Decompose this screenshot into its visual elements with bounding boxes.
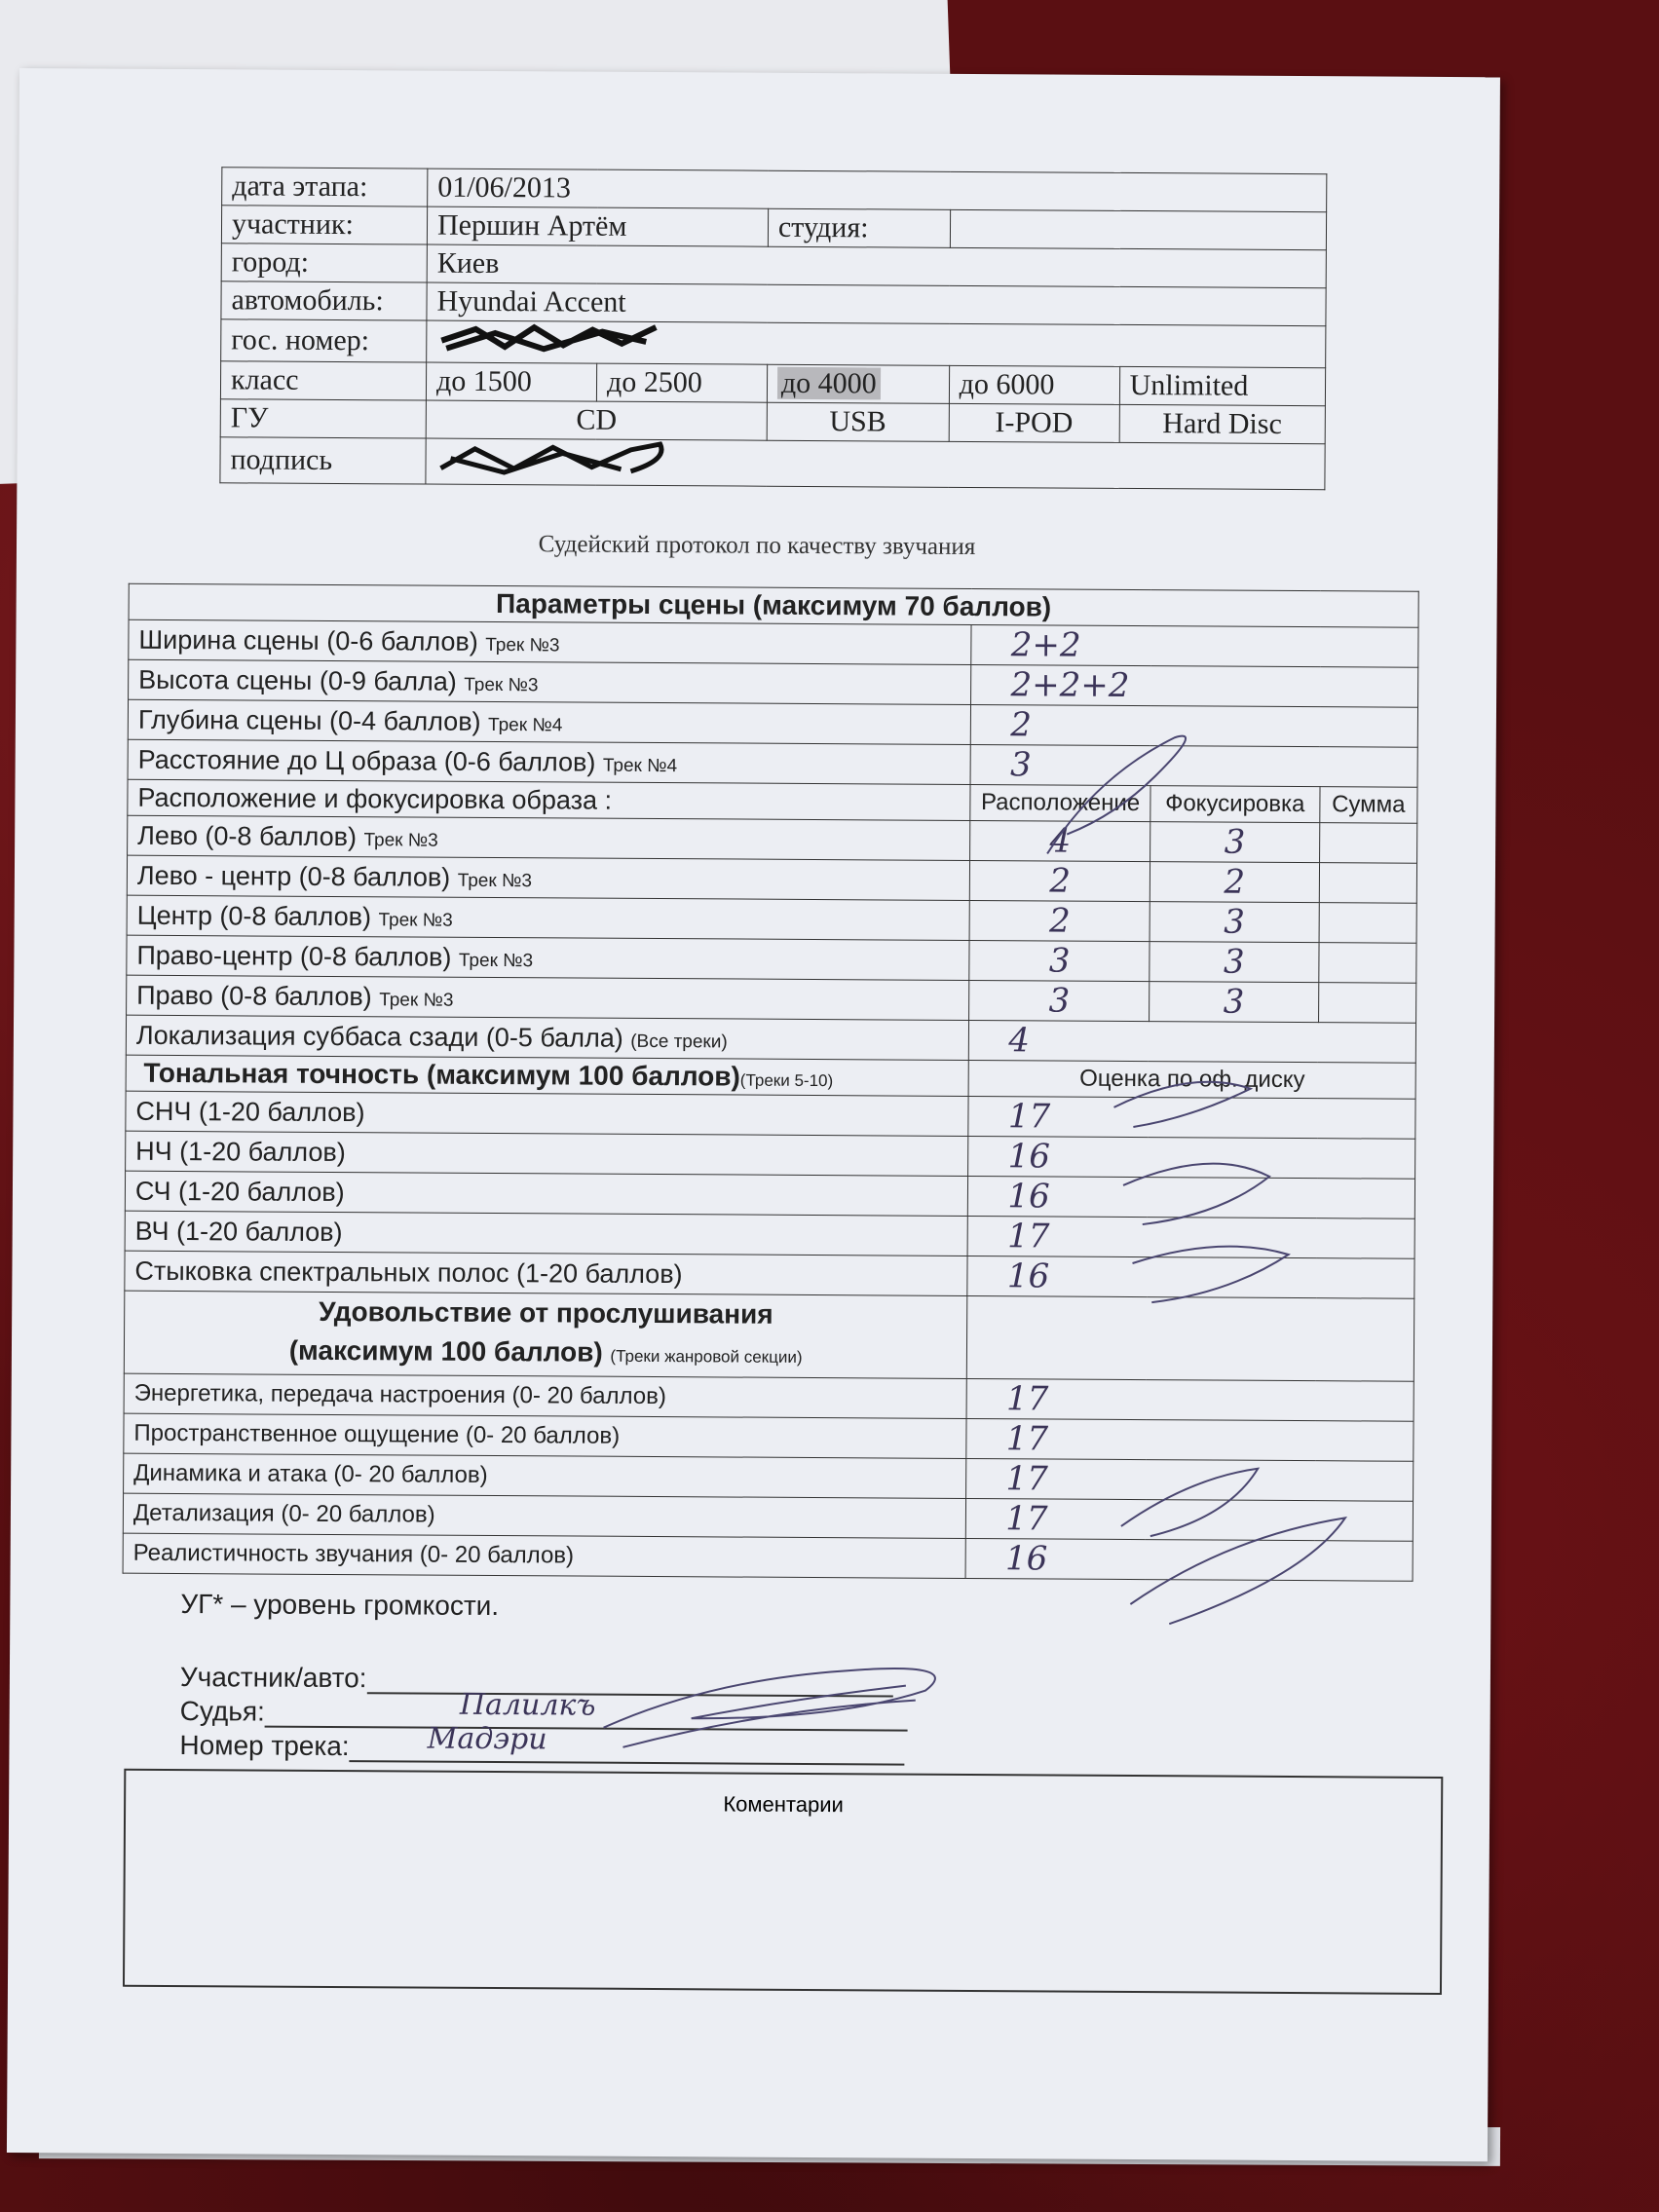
stage-row-label: Высота сцены (0-9 балла) Трек №3: [129, 659, 972, 704]
class-option-unlimited: Unlimited: [1119, 366, 1326, 405]
tonal-row-score: 17: [968, 1216, 1415, 1258]
comments-label: Коментарии: [723, 1791, 844, 1818]
placement-row-label: Право-центр (0-8 баллов) Трек №3: [127, 935, 970, 980]
enjoyment-row-label: Динамика и атака (0- 20 баллов): [124, 1453, 967, 1498]
stage-row-label: Глубина сцены (0-4 баллов) Трек №4: [128, 699, 971, 744]
stage-row-score: 2+2+2: [971, 664, 1418, 707]
class-option-1500: до 1500: [426, 362, 596, 401]
sum-score: [1319, 863, 1416, 904]
subbass-label: Локализация суббаса сзади (0-5 балла) (Все треки): [126, 1015, 969, 1060]
footnote: УГ* – уровень громкости.: [180, 1589, 500, 1622]
placement-row-label: Право (0-8 баллов) Трек №3: [127, 975, 970, 1020]
participant-label: участник:: [221, 206, 427, 244]
enjoyment-row-label: Детализация (0- 20 баллов): [123, 1493, 966, 1538]
col-placement: Расположение: [970, 784, 1150, 821]
focus-score: 3: [1150, 902, 1319, 943]
stage-row-label: Расстояние до Ц образа (0-6 баллов) Трек №4: [128, 739, 971, 784]
placement-score: 2: [970, 860, 1150, 901]
car-value: Hyundai Accent: [427, 282, 1326, 326]
plate-label: гос. номер:: [221, 319, 427, 362]
car-label: автомобиль:: [221, 281, 427, 320]
enjoyment-row-score: 16: [965, 1538, 1413, 1581]
studio-value: [950, 209, 1327, 249]
participant-row: [221, 206, 1326, 250]
stage-row-score: 2+2: [971, 624, 1418, 667]
focus-score: 3: [1150, 942, 1319, 983]
tonal-row-score: 16: [967, 1256, 1414, 1298]
judge-initials-scribble: [1111, 1458, 1365, 1645]
col-sum: Сумма: [1320, 787, 1417, 824]
date-row: [222, 168, 1327, 212]
enjoyment-row-score: 17: [966, 1418, 1414, 1461]
placement-label: Расположение и фокусировка образа :: [128, 779, 971, 820]
track-label: Номер трека:: [179, 1730, 350, 1762]
enjoyment-row-score: 17: [966, 1458, 1414, 1501]
sum-score: [1318, 983, 1415, 1024]
city-label: город:: [221, 244, 427, 282]
signature-row: [220, 437, 1325, 490]
enjoyment-row-label: Реалистичность звучания (0- 20 баллов): [123, 1533, 966, 1578]
hu-label: ГУ: [220, 399, 426, 438]
redaction-scribble: [436, 321, 660, 356]
stage-title: Параметры сцены (максимум 70 баллов): [129, 583, 1418, 627]
city-row: [221, 244, 1326, 288]
judging-protocol-sheet: [7, 68, 1500, 2161]
tonal-row-score: 17: [968, 1096, 1415, 1139]
tonal-row-label: Стыковка спектральных полос (1-20 баллов): [125, 1251, 968, 1295]
comments-box: [123, 1769, 1443, 1995]
hu-row: [220, 399, 1325, 444]
tonal-row-score: 16: [968, 1136, 1415, 1179]
studio-label: студия:: [768, 208, 950, 247]
enjoyment-row-label: Энергетика, передача настроения (0- 20 баллов): [124, 1373, 967, 1418]
sum-score: [1319, 823, 1416, 864]
focus-score: 3: [1150, 822, 1319, 863]
participant-value: Першин Артём: [427, 206, 768, 246]
hu-option-ipod: I-POD: [949, 403, 1119, 442]
class-option-4000: [767, 364, 949, 403]
class-option-6000: до 6000: [949, 365, 1119, 404]
placement-row-label: Лево (0-8 баллов) Трек №3: [128, 815, 971, 860]
plate-row: [221, 319, 1326, 368]
judge-label: Судья:: [179, 1696, 265, 1727]
tonal-row-score: 16: [968, 1176, 1415, 1218]
subbass-score: 4: [969, 1020, 1416, 1063]
enjoyment-row-label: Пространственное ощущение (0- 20 баллов): [124, 1413, 967, 1458]
tonal-row-label: СЧ (1-20 баллов): [125, 1171, 968, 1216]
placement-score: 3: [969, 980, 1150, 1021]
participant-signature-scribble: [435, 439, 669, 477]
tonal-col-header: Оценка по оф. диску: [969, 1060, 1416, 1099]
hu-option-cd: CD: [426, 400, 767, 440]
placement-score: 3: [969, 940, 1150, 981]
track-handwritten: Мадэри: [427, 1721, 547, 1757]
judge-handwritten: Палилкъ: [459, 1687, 596, 1723]
participant-label: Участник/авто:: [179, 1662, 367, 1694]
enjoyment-title: Удовольствие от прослушивания (максимум 100 баллов) (Треки жанровой секции): [124, 1291, 967, 1378]
signature-value: [426, 438, 1325, 490]
date-label: дата этапа:: [222, 168, 428, 206]
protocol-title: Судейский протокол по качеству звучания: [538, 531, 976, 561]
stage-row-score: 2: [971, 704, 1418, 747]
class-label: класс: [220, 361, 426, 400]
focus-score: 3: [1149, 982, 1318, 1023]
enjoyment-row-score: 17: [966, 1498, 1414, 1541]
car-row: [221, 281, 1326, 326]
city-value: Киев: [427, 244, 1326, 288]
class-selected: до 4000: [777, 367, 881, 400]
class-option-2500: до 2500: [596, 363, 767, 402]
plate-value-redacted: [427, 320, 1326, 368]
participant-info-table: [219, 167, 1327, 490]
placement-row-label: Центр (0-8 баллов) Трек №3: [127, 895, 970, 940]
sum-score: [1319, 943, 1416, 984]
signature-label: подпись: [220, 437, 426, 484]
class-row: [220, 361, 1325, 406]
tonal-row-label: НЧ (1-20 баллов): [126, 1131, 969, 1176]
hu-option-hard-disc: Hard Disc: [1119, 404, 1326, 443]
enjoyment-row-score: 17: [966, 1378, 1414, 1421]
tonal-title: Тональная точность (максимум 100 баллов)(Треки 5-10): [126, 1055, 969, 1096]
judge-initials-scribble: [1103, 1069, 1300, 1323]
placement-score: 2: [969, 900, 1150, 941]
stage-row-score: 3: [970, 744, 1417, 787]
judge-initials-scribble: [1037, 717, 1214, 874]
tonal-row-label: ВЧ (1-20 баллов): [125, 1211, 968, 1256]
placement-row-label: Лево - центр (0-8 баллов) Трек №3: [127, 855, 970, 900]
placement-score: 4: [970, 820, 1150, 861]
hu-option-usb: USB: [767, 402, 949, 441]
col-focus: Фокусировка: [1150, 786, 1320, 823]
tonal-row-label: СНЧ (1-20 баллов): [126, 1091, 969, 1136]
sum-score: [1319, 903, 1416, 944]
date-value: 01/06/2013: [428, 169, 1327, 212]
focus-score: 2: [1150, 862, 1319, 903]
judge-signature-scribble: [593, 1640, 984, 1759]
stage-row-label: Ширина сцены (0-6 баллов) Трек №3: [129, 619, 972, 664]
